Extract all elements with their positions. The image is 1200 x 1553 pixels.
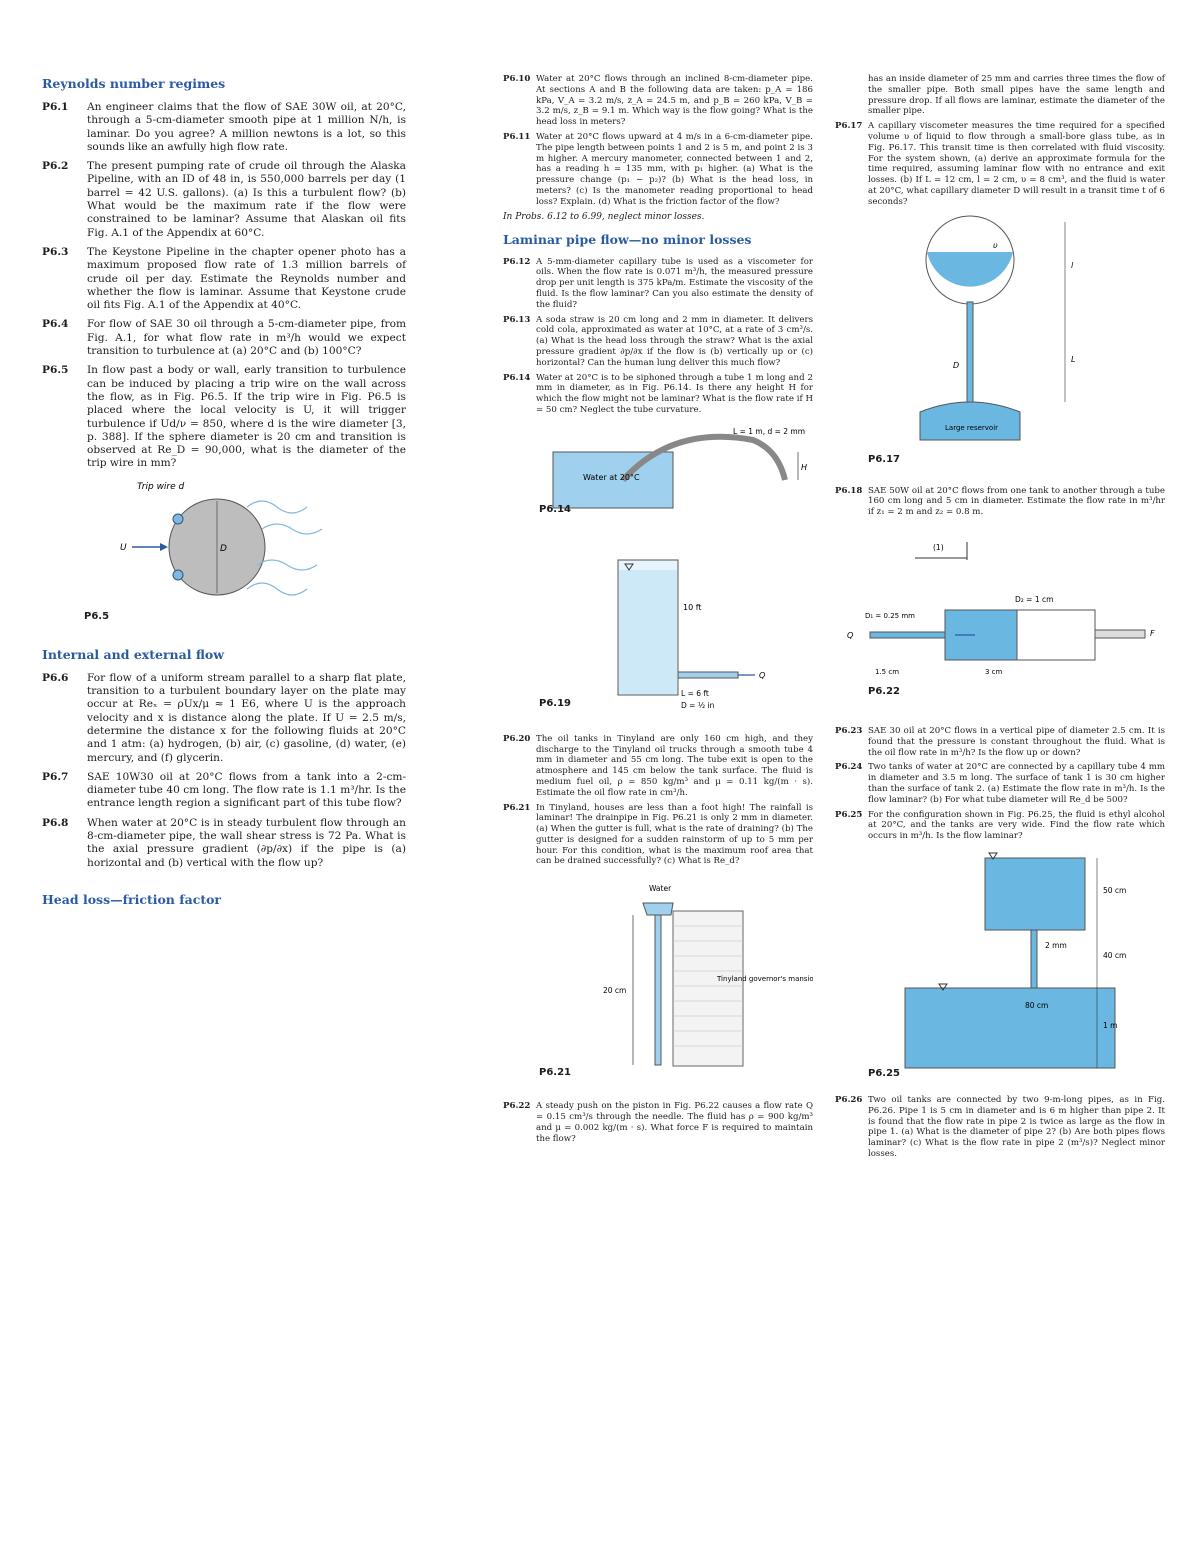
water-label: Water	[649, 884, 672, 894]
problem-text: A steady push on the piston in Fig. P6.22 causes a flow rate Q = 0.15 cm³/s through the needle. The fluid has ρ = 900 kg/m³ and μ = 0.002 kg/(m · s). What force F is required to maintain the flow?	[536, 1101, 813, 1144]
figure-label: P6.5	[84, 610, 110, 622]
tube-height-label: 40 cm	[1103, 950, 1127, 960]
problem-text: The oil tanks in Tinyland are only 160 cm high, and they discharge to the Tinyland oil trucks through a smooth tube 4 mm in diameter and 55 cm long. The tube exit is open to the atmosphere and 145 cm below the tank surface. The fluid is medium fuel oil, ρ = 850 kg/m³ and μ = 0.11 kg/(m · s). Estimate the oil flow rate in cm³/h.	[536, 733, 813, 798]
column-right	[835, 74, 1165, 1164]
problem-number: P6.24	[835, 762, 863, 773]
depth-label: 1 m	[1103, 1020, 1118, 1030]
problem-p6-4	[42, 318, 406, 358]
height-label: 10 ft	[683, 602, 702, 612]
problem-p6-26	[835, 1095, 1165, 1160]
problem-p6-10	[503, 74, 813, 128]
small-length-label: l	[1071, 260, 1074, 270]
tube-label: L = 1 m, d = 2 mm	[733, 426, 806, 436]
problem-p6-21	[503, 803, 813, 868]
problem-number: P6.8	[42, 816, 69, 829]
gutter	[643, 903, 673, 915]
figure-p6-19	[503, 550, 813, 720]
figure-label: P6.22	[868, 685, 901, 697]
problem-number: P6.13	[503, 314, 531, 325]
problem-text: Water at 20°C is to be siphoned through a tube 1 m long and 2 mm in diameter, as in Fig. P6.14. Is there any height H for which the flow might not be laminar? What is the flow rate if H = 50 cm? Neglect the tube curvature.	[536, 372, 813, 415]
flow-label: Q	[847, 630, 854, 640]
problem-text: Water at 20°C flows upward at 4 m/s in a 6-cm-diameter pipe. The pipe length between points 1 and 2 is 5 m, and point 2 is 3 m higher. A mercury manometer, connected between 1 and 2, has a reading h = 135 mm, with p₁ higher. (a) What is the pressure change (p₁ − p₂)? (b) What is the head loss, in meters? (c) Is the manometer reading proportional to head loss? Explain. (d) What is the friction factor of the flow?	[536, 131, 813, 207]
problem-text: For flow of a uniform stream parallel to a sharp flat plate, transition to a turbulent boundary layer on the plate may occur at Reₓ = ρUx/μ ≈ 1 E6, where U is the approach velocity and x is distance along the plate. If U = 2.5 m/s, determine the distance x for the following fluids at 20°C and 1 atm: (a) hydrogen, (b) air, (c) gasoline, (d) water, (e) mercury, and (f) glycerin.	[87, 671, 406, 764]
force-label: F	[1150, 628, 1155, 638]
problem-p6-8	[42, 817, 406, 870]
problem-text: Two oil tanks are connected by two 9-m-long pipes, as in Fig. P6.26. Pipe 1 is 5 cm in diameter and is 6 m higher than pipe 2. It is found that the flow rate in pipe 2 is twice as large as the flow in pipe 1. (a) What is the diameter of pipe 2? (b) Are both pipes flows laminar? (c) What is the flow rate in pipe 2 (m³/s)? Neglect minor losses.	[868, 1094, 1165, 1159]
problem-text: A 5-mm-diameter capillary tube is used as a viscometer for oils. When the flow rate is 0.071 m³/h, the measured pressure drop per unit length is 375 kPa/m. Estimate the viscosity of the fluid. Is the flow laminar? Can you also estimate the density of the fluid?	[536, 256, 813, 310]
problem-p6-18	[835, 486, 1165, 518]
problem-number: P6.3	[42, 245, 69, 258]
problem-number: P6.25	[835, 809, 863, 820]
problem-number: P6.21	[503, 802, 531, 813]
needle-diameter-label: D₁ = 0.25 mm	[865, 611, 915, 620]
capillary-tube	[967, 302, 973, 412]
figure-p6-17	[835, 212, 1165, 472]
figure-p6-18	[835, 522, 1165, 562]
flow-arrowhead	[160, 543, 168, 551]
problem-p6-22	[503, 1101, 813, 1144]
problem-number: P6.11	[503, 131, 531, 142]
problem-p6-13	[503, 315, 813, 369]
house-label: Tinyland governor's mansion	[717, 975, 813, 984]
problem-number: P6.5	[42, 364, 69, 377]
problem-number: P6.7	[42, 770, 69, 783]
problem-text: In Tinyland, houses are less than a foot high! The rainfall is laminar! The drainpipe in Fig. P6.21 is only 2 mm in diameter. (a) When the gutter is full, what is the rate of draining? (b) The gutter is designed for a sudden rainstorm of up to 5 mm per hour. For this condition, what is the maximum roof area that can be drained successfully? (c) What is Re_d?	[536, 802, 813, 867]
height-label: 20 cm	[603, 986, 627, 996]
problem-number	[835, 74, 868, 117]
problem-continuation	[835, 74, 1165, 117]
problem-p6-24	[835, 762, 1165, 805]
capillary-viscometer-diagram	[835, 212, 1165, 472]
tank-water	[619, 570, 677, 694]
problem-text: has an inside diameter of 25 mm and carries three times the flow of the smaller pipe. Both small pipes have the same length and pressure drop. If all flows are laminar, estimate the diameter of the smaller pipe.	[868, 74, 1165, 117]
needle	[870, 632, 945, 638]
two-tank-diagram	[835, 848, 1165, 1083]
problem-p6-11	[503, 132, 813, 208]
problem-text: When water at 20°C is in steady turbulent flow through an 8-cm-diameter pipe, the wall shear stress is 72 Pa. What is the axial pressure gradient (∂p/∂x) if the pipe is (a) horizontal and (b) vertical with the flow up?	[87, 816, 406, 869]
problem-number: P6.22	[503, 1101, 531, 1112]
problem-number: P6.23	[835, 725, 863, 736]
large-reservoir	[920, 402, 1020, 440]
problem-number: P6.17	[835, 121, 863, 132]
piston-rod	[1095, 630, 1145, 638]
diameter-label: D = ½ in	[681, 700, 715, 710]
problem-number: P6.4	[42, 318, 69, 331]
problem-p6-3	[42, 246, 406, 312]
problem-p6-25	[835, 810, 1165, 842]
problem-text: SAE 50W oil at 20°C flows from one tank to another through a tube 160 cm long and 5 cm in diameter. Estimate the flow rate in m³/hr if z₁ = 2 m and z₂ = 0.8 m.	[868, 485, 1165, 518]
figure-label: P6.19	[539, 697, 572, 709]
trip-wire-sphere-diagram	[42, 477, 406, 627]
diameter-label: D	[953, 360, 960, 370]
figure-label: P6.25	[868, 1067, 901, 1079]
velocity-label: U	[120, 542, 127, 553]
figure-label: P6.21	[539, 1067, 572, 1079]
figure-p6-22	[835, 570, 1165, 710]
barrel-diameter-label: D₂ = 1 cm	[1015, 594, 1054, 604]
problem-p6-23	[835, 726, 1165, 758]
problem-text: For the configuration shown in Fig. P6.25, the fluid is ethyl alcohol at 20°C, and the tanks are very wide. Find the flow rate which occurs in m³/h. Is the flow laminar?	[868, 809, 1165, 842]
tube-diameter-label: 2 mm	[1045, 940, 1067, 950]
problem-p6-7	[42, 771, 406, 811]
barrel-length-label: 3 cm	[985, 667, 1003, 676]
problem-text: In flow past a body or wall, early transition to turbulence can be induced by placing a trip wire on the wall across the flow, as in Fig. P6.5. If the trip wire in Fig. P6.5 is placed where the local velocity is U, it will trigger turbulence if Ud/ν = 850, where d is the wire diameter [3, p. 388]. If the sphere diameter is 20 cm and transition is observed at Re_D = 90,000, what is the diameter of the trip wire in mm?	[87, 364, 406, 470]
flow-label: Q	[759, 670, 766, 680]
height-label: H	[801, 462, 808, 472]
drainpipe-diagram	[503, 871, 813, 1081]
problem-number: P6.26	[835, 1094, 863, 1105]
water-label: Water at 20°C	[583, 472, 640, 482]
problem-number: P6.14	[503, 372, 531, 383]
problem-number: P6.2	[42, 160, 69, 173]
figure-p6-14	[503, 420, 813, 520]
length-label: L = 6 ft	[681, 688, 709, 698]
diameter-label: D	[220, 543, 227, 554]
problem-p6-1	[42, 101, 406, 154]
problem-p6-2	[42, 160, 406, 240]
problem-number: P6.18	[835, 485, 863, 496]
section-heading-internal: Internal and external flow	[42, 646, 225, 662]
upper-tank	[985, 858, 1085, 930]
problem-p6-14	[503, 373, 813, 416]
section-heading-laminar: Laminar pipe flow—no minor losses	[503, 231, 752, 247]
problem-number: P6.1	[42, 101, 69, 113]
section-heading-reynolds: Reynolds number regimes	[42, 76, 226, 91]
figure-label: P6.17	[868, 453, 901, 465]
figure-p6-21	[503, 871, 813, 1081]
lower-tank	[905, 988, 1118, 1068]
problem-text: The Keystone Pipeline in the chapter opener photo has a maximum proposed flow rate of 1.3 million barrels of crude oil per day. Estimate the Reynolds number and whether the flow is laminar. Assume that Keystone crude oil fits Fig. A.1 of the Appendix at 40°C.	[87, 245, 406, 312]
needle-length-label: 1.5 cm	[875, 667, 900, 676]
problem-p6-12	[503, 257, 813, 311]
trip-wire-label: Trip wire d	[137, 481, 185, 492]
trip-wire-bottom	[173, 570, 183, 580]
problem-p6-5	[42, 364, 406, 470]
piston	[1017, 610, 1095, 660]
problem-p6-20	[503, 734, 813, 799]
drain-pipe	[678, 672, 738, 678]
reservoir-label: Large reservoir	[945, 423, 999, 432]
trip-wire-top	[173, 514, 183, 524]
mansion-wall	[673, 911, 743, 1066]
volume-label: υ	[993, 240, 998, 250]
figure-label: P6.14	[539, 503, 572, 515]
drainpipe	[655, 915, 661, 1065]
problem-text: An engineer claims that the flow of SAE 30W oil, at 20°C, through a 5-cm-diameter smooth pipe at 1 million N/h, is laminar. Do you agree? A million newtons is a lot, so this sounds like an awfully high flow rate.	[87, 101, 406, 153]
section-one-label: (1)	[933, 542, 944, 552]
tank-outline-diagram	[835, 522, 1165, 562]
length-label: L	[1071, 354, 1076, 364]
width-label: 80 cm	[1025, 1000, 1049, 1010]
column-left	[42, 74, 406, 917]
problem-text: The present pumping rate of crude oil through the Alaska Pipeline, with an ID of 48 in, is 550,000 barrels per day (1 barrel = 42 U.S. gallons). (a) Is this a turbulent flow? (b) What would be the maximum rate if the flow were constrained to be laminar? Assume that Alaskan oil fits Fig. A.1 of the Appendix at 60°C.	[87, 160, 406, 239]
problem-number: P6.6	[42, 671, 69, 684]
problem-text: A capillary viscometer measures the time required for a specified volume υ of liquid to flow through a small-bore glass tube, as in Fig. P6.17. This transit time is then correlated with fluid viscosity. For the system shown, (a) derive an approximate formula for the time required, assuming laminar flow with no entrance and exit losses. (b) If L = 12 cm, l = 2 cm, υ = 8 cm³, and the fluid is water at 20°C, what capillary diameter D will result in a transit time t of 6 seconds?	[868, 121, 1165, 207]
figure-p6-25	[835, 848, 1165, 1083]
problem-text: SAE 30 oil at 20°C flows in a vertical pipe of diameter 2.5 cm. It is found that the pressure is constant throughout the fluid. What is the oil flow rate in m³/h? Is the flow up or down?	[868, 725, 1165, 758]
problem-text: A soda straw is 20 cm long and 2 mm in diameter. It delivers cold cola, approximated as water at 10°C, at a rate of 3 cm³/s. (a) What is the head loss through the straw? What is the axial pressure gradient ∂p/∂x if the flow is (b) vertically up or (c) horizontal? Can the human lung deliver this much flow?	[536, 314, 813, 368]
problem-text: For flow of SAE 30 oil through a 5-cm-diameter pipe, from Fig. A.1, for what flow rate in m³/h would we expect transition to turbulence at (a) 20°C and (b) 100°C?	[87, 318, 406, 358]
column-middle	[503, 74, 813, 1148]
problem-p6-17	[835, 121, 1165, 207]
problem-number: P6.12	[503, 256, 531, 267]
problem-p6-6	[42, 672, 406, 765]
figure-p6-5	[42, 477, 406, 627]
problem-number: P6.10	[503, 74, 531, 84]
problem-text: Two tanks of water at 20°C are connected by a capillary tube 4 mm in diameter and 3.5 m long. The surface of tank 1 is 30 cm higher than the surface of tank 2. (a) Estimate the flow rate in m³/h. Is the flow laminar? (b) For what tube diameter will Re_d be 500?	[868, 762, 1165, 805]
problem-number: P6.20	[503, 733, 531, 744]
upper-height-label: 50 cm	[1103, 885, 1127, 895]
tank-drain-diagram	[503, 550, 813, 720]
problem-text: Water at 20°C flows through an inclined 8-cm-diameter pipe. At sections A and B the following data are taken: p_A = 186 kPa, V_A = 3.2 m/s, z_A = 24.5 m, and p_B = 260 kPa, V_B = 3.2 m/s, z_B = 9.1 m. Which way is the flow going? What is the head loss in meters?	[536, 74, 813, 128]
section-heading-headloss: Head loss—friction factor	[42, 891, 222, 907]
minor-loss-note: In Probs. 6.12 to 6.99, neglect minor losses.	[503, 211, 705, 222]
problem-text: SAE 10W30 oil at 20°C flows from a tank into a 2-cm-diameter tube 40 cm long. The flow rate is 1.1 m³/hr. Is the entrance length region a significant part of this tube flow?	[87, 770, 406, 810]
